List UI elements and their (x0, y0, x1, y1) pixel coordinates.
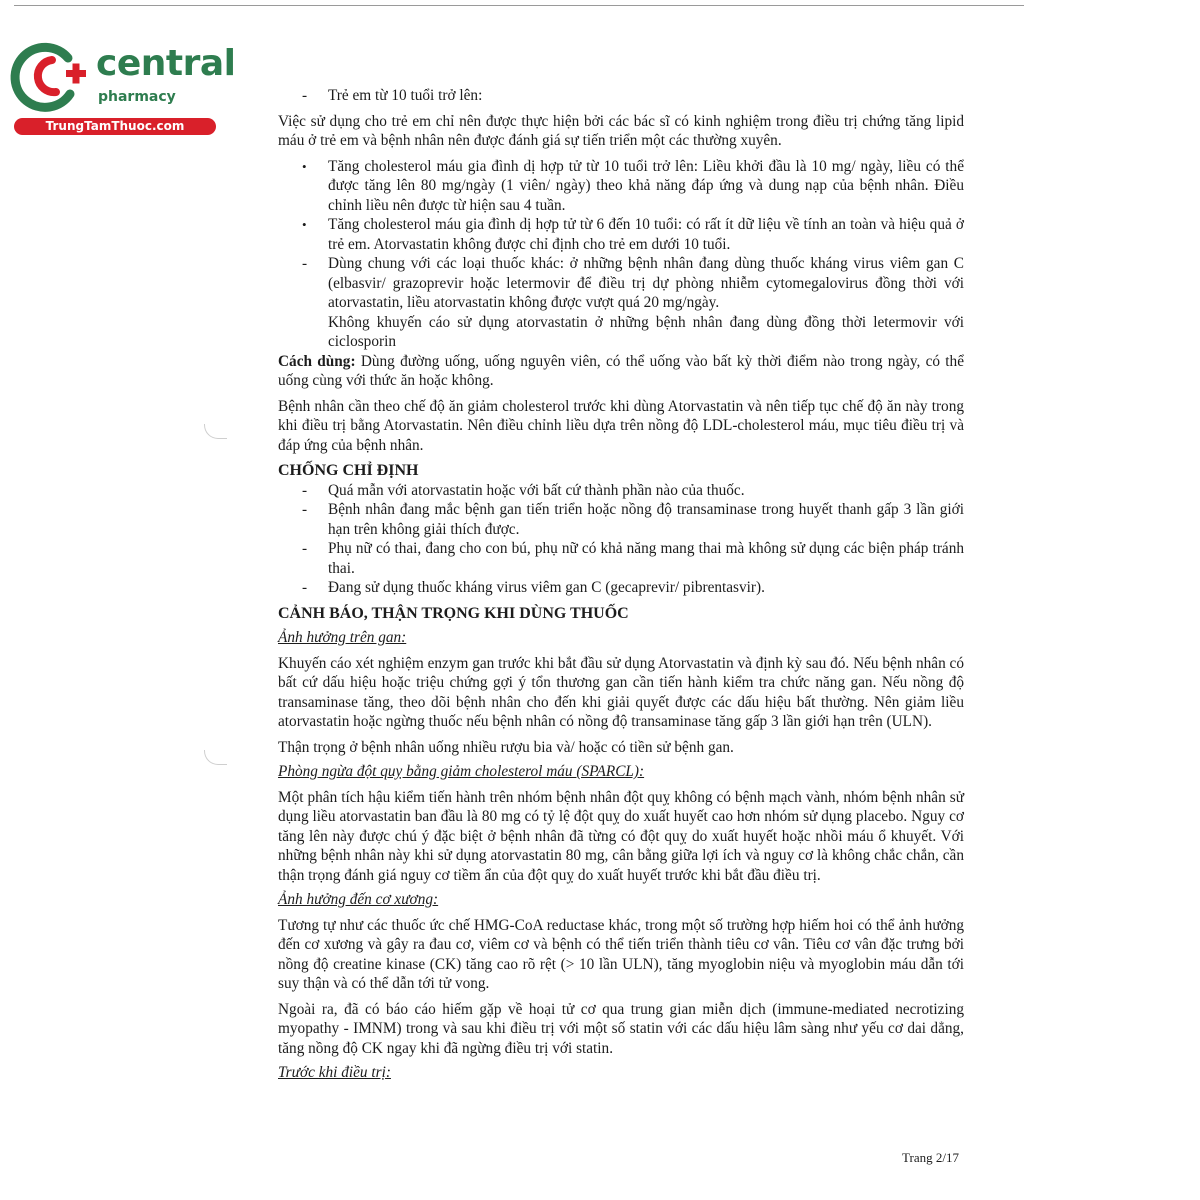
logo-website-badge: TrungTamThuoc.com (14, 118, 216, 135)
list-item: - Phụ nữ có thai, đang cho con bú, phụ nữ có khả năng mang thai mà không sử dụng các biện pháp tránh thai. (302, 540, 964, 577)
margin-mark (204, 424, 227, 439)
list-item: - Trẻ em từ 10 tuổi trở lên: (302, 87, 483, 104)
section-heading: CẢNH BÁO, THẬN TRỌNG KHI DÙNG THUỐC (278, 604, 629, 622)
logo-sub-text: pharmacy (98, 89, 176, 105)
paragraph: Tương tự như các thuốc ức chế HMG-CoA reductase khác, trong một số trường hợp hiếm hoi có thể ảnh hưởng đến cơ xương và gây ra đau cơ, viêm cơ và bệnh có thể tiến triển thành tiêu cơ vân. Tiêu cơ vân đặc trưng bởi nồng độ creatine kinase (CK) tăng cao rõ rệt (> 10 lần ULN), tăng myoglobin niệu và myoglobin máu dẫn tới suy thận và có thể dẫn tới tử vong. (278, 916, 964, 992)
paragraph: Bệnh nhân cần theo chế độ ăn giảm cholesterol trước khi dùng Atorvastatin và nên tiếp tục chế độ ăn này trong khi điều trị bằng Atorvastatin. Nên điều chỉnh liều dựa trên nồng độ LDL-cholesterol máu, mục tiêu điều trị và đáp ứng của bệnh nhân. (278, 397, 964, 454)
bullet-item: • Tăng cholesterol máu gia đình dị hợp tử từ 10 tuổi trở lên: Liều khởi đầu là 10 mg/ ngày, liều có thể được tăng lên 80 mg/ngày (1 viên/ ngày) theo khả năng đáp ứng và dung nạp của bệnh nhân. Điều chỉnh liều nên được từ hiện sau 4 tuần. (302, 157, 964, 214)
paragraph: Không khuyến cáo sử dụng atorvastatin ở những bệnh nhân đang dùng đồng thời letermovir với ciclosporin (328, 313, 964, 350)
margin-mark (204, 750, 227, 765)
paragraph: Khuyến cáo xét nghiệm enzym gan trước khi bắt đầu sử dụng Atorvastatin và định kỳ sau đó. Nếu bệnh nhân có bất cứ dấu hiệu hoặc triệu chứng gợi ý tổn thương gan cần tiến hành kiểm tra chức năng gan. Nếu nồng độ transaminase tăng, theo dõi bệnh nhân cho đến khi giải quyết được các dấu hiệu bất thường. Nên giảm liều atorvastatin hoặc ngừng thuốc nếu bệnh nhân có nồng độ transaminase tăng gấp 3 lần giới hạn trên (ULN). (278, 654, 964, 730)
paragraph: Việc sử dụng cho trẻ em chỉ nên được thực hiện bởi các bác sĩ có kinh nghiệm trong điều trị chứng tăng lipid máu ở trẻ em và bệnh nhân nên được đánh giá sự tiến triển một các thường xuyên. (278, 112, 964, 149)
top-rule (14, 5, 1024, 6)
page-number: Trang 2/17 (902, 1150, 959, 1165)
usage-paragraph: Cách dùng: Dùng đường uống, uống nguyên viên, có thể uống vào bất kỳ thời điểm nào trong ngày, có thể uống cùng với thức ăn hoặc không. (278, 352, 964, 389)
paragraph: Một phân tích hậu kiểm tiến hành trên nhóm bệnh nhân đột quỵ không có bệnh mạch vành, nhóm bệnh nhân sử dụng liều atorvastatin ban đầu là 80 mg có tỷ lệ đột quỵ do xuất huyết cao hơn nhóm sử dụng placebo. Nguy cơ tăng lên này được chú ý đặc biệt ở bệnh nhân đã từng có đột quỵ do xuất huyết hoặc nhồi máu ổ khuyết. Với những bệnh nhân này khi sử dụng atorvastatin 80 mg, cân bằng giữa lợi ích và nguy cơ là không chắc chắn, cần thận trọng đánh giá nguy cơ tiềm ẩn của đột quỵ do xuất huyết trước khi bắt đầu điều trị. (278, 788, 964, 884)
list-item: - Đang sử dụng thuốc kháng virus viêm gan C (gecaprevir/ pibrentasvir). (302, 579, 765, 596)
paragraph: Ngoài ra, đã có báo cáo hiếm gặp về hoại tử cơ qua trung gian miễn dịch (immune-mediated necrotizing myopathy - IMNM) trong và sau khi điều trị với một số statin với các dấu hiệu lâm sàng như yếu cơ dai dẳng, tăng nồng độ CK ngay khi đã ngừng điều trị với statin. (278, 1000, 964, 1057)
paragraph: Thận trọng ở bệnh nhân uống nhiều rượu bia và/ hoặc có tiền sử bệnh gan. (278, 738, 734, 756)
list-item: - Quá mẫn với atorvastatin hoặc với bất cứ thành phần nào của thuốc. (302, 481, 745, 499)
logo-brand-text: central (96, 43, 236, 84)
bullet-item: • Tăng cholesterol máu gia đình dị hợp tử từ 6 đến 10 tuổi: có rất ít dữ liệu về tính an toàn và hiệu quả ở trẻ em. Atorvastatin không được chỉ định cho trẻ em dưới 10 tuổi. (302, 216, 964, 253)
subsection-heading: Trước khi điều trị: (278, 1064, 391, 1081)
subsection-heading: Ảnh hưởng đến cơ xương: (278, 891, 439, 908)
central-pharmacy-logo[interactable] (8, 36, 236, 136)
subsection-heading: Phòng ngừa đột quỵ bằng giảm cholesterol máu (SPARCL): (278, 763, 645, 780)
pharmacy-logo-icon (8, 36, 94, 116)
usage-label: Cách dùng: (278, 352, 356, 370)
document-body (278, 86, 964, 1083)
subsection-heading: Ảnh hưởng trên gan: (278, 629, 407, 646)
list-item: - Dùng chung với các loại thuốc khác: ở những bệnh nhân đang dùng thuốc kháng virus viêm gan C (elbasvir/ grazoprevir hoặc letermovir để điều trị dự phòng nhiễm cytomegalovirus đồng thời với atorvastatin, liều atorvastatin không được vượt quá 20 mg/ngày. (302, 255, 964, 311)
section-heading: CHỐNG CHỈ ĐỊNH (278, 462, 419, 479)
list-item: - Bệnh nhân đang mắc bệnh gan tiến triển hoặc nồng độ transaminase trong huyết thanh gấp 3 lần giới hạn trên không giải thích được. (302, 501, 964, 538)
